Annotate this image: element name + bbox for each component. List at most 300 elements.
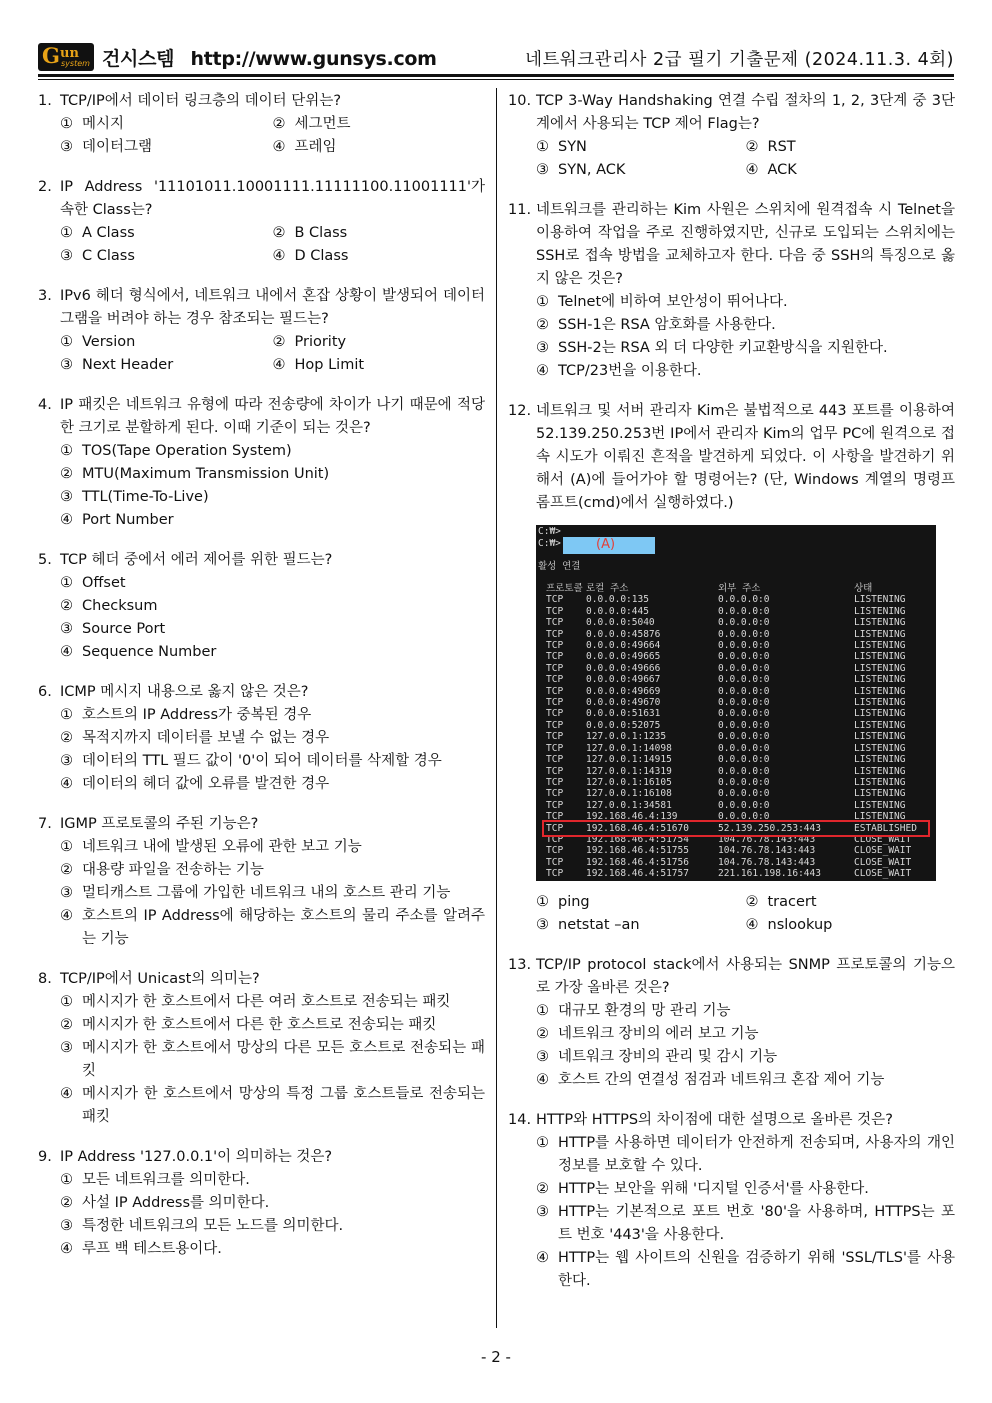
logo-letters-un: un bbox=[60, 46, 79, 61]
option-row bbox=[60, 440, 485, 463]
cmd-prompt-2: C:₩> bbox=[538, 538, 561, 549]
company-name: 건시스템 bbox=[102, 48, 175, 70]
connection-cell: 0.0.0.0:0 bbox=[718, 776, 770, 788]
question-item bbox=[38, 394, 485, 532]
option-number: ① bbox=[60, 116, 73, 132]
option-row bbox=[60, 727, 485, 750]
connection-cell: 127.0.0.1:1235 bbox=[586, 731, 667, 743]
connection-cell: 0.0.0.0:0 bbox=[718, 674, 770, 686]
option-text: 호스트의 IP Address에 해당하는 호스트의 물리 주소를 알려주는 기능 bbox=[82, 908, 485, 947]
connection-cell: 0.0.0.0:0 bbox=[718, 662, 770, 674]
connection-cell: TCP bbox=[546, 776, 564, 788]
page-header bbox=[38, 40, 954, 76]
question-stem bbox=[38, 176, 485, 222]
answer-option[interactable] bbox=[60, 882, 450, 905]
option-number: ② bbox=[272, 225, 286, 241]
connection-cell: LISTENING bbox=[854, 594, 906, 606]
option-row bbox=[60, 836, 485, 859]
answer-option[interactable] bbox=[60, 113, 273, 136]
option-text: 데이터그램 bbox=[82, 139, 153, 155]
option-text: 네트워크 내에 발생된 오류에 관한 보고 기능 bbox=[82, 839, 362, 855]
option-number: ② bbox=[536, 1026, 549, 1042]
option-number: ② bbox=[536, 1181, 549, 1197]
answer-option[interactable] bbox=[536, 1201, 955, 1247]
option-text: TTL(Time-To-Live) bbox=[82, 489, 209, 505]
answer-option[interactable] bbox=[60, 991, 450, 1014]
question-item bbox=[38, 176, 485, 268]
exam-title: 네트워크관리사 2급 필기 기출문제 (2024.11.3. 4회) bbox=[525, 50, 954, 70]
logo-letter-g: G bbox=[42, 43, 60, 68]
option-text: TCP/23번을 이용한다. bbox=[558, 363, 702, 379]
option-number: ② bbox=[60, 730, 73, 746]
answer-options bbox=[508, 291, 955, 383]
answer-option[interactable] bbox=[273, 354, 486, 377]
answer-options bbox=[38, 113, 485, 159]
option-text: Offset bbox=[82, 575, 126, 591]
answer-option[interactable] bbox=[60, 905, 485, 951]
connection-cell: TCP bbox=[546, 822, 564, 834]
question-text: TCP 3-Way Handshaking 연결 수립 절차의 1, 2, 3단계 중 3단계에서 사용되는 TCP 제어 Flag는? bbox=[536, 93, 955, 132]
connection-row bbox=[546, 777, 917, 788]
option-number: ④ bbox=[60, 1086, 73, 1102]
question-text: IGMP 프로토콜의 주된 기능은? bbox=[60, 816, 259, 832]
connection-cell: 104.76.78.143:443 bbox=[718, 833, 816, 845]
connection-cell: TCP bbox=[546, 742, 564, 754]
option-row bbox=[536, 914, 955, 937]
option-number: ③ bbox=[60, 248, 73, 264]
connection-cell: 192.168.46.4:51757 bbox=[586, 868, 689, 880]
question-number: 14. bbox=[508, 1112, 532, 1128]
connection-cell: 192.168.46.4:139 bbox=[586, 811, 678, 823]
answer-options bbox=[38, 572, 485, 664]
answer-options bbox=[508, 1000, 955, 1092]
answer-options bbox=[508, 136, 955, 182]
answer-option[interactable] bbox=[60, 136, 273, 159]
answer-option[interactable] bbox=[536, 1069, 884, 1092]
connection-cell: TCP bbox=[546, 799, 564, 811]
connection-row bbox=[546, 800, 917, 811]
connection-cell: 104.76.78.143:443 bbox=[718, 856, 816, 868]
connection-cell: LISTENING bbox=[854, 617, 906, 629]
question-number: 3. bbox=[38, 288, 52, 304]
question-number: 9. bbox=[38, 1149, 52, 1165]
connection-cell: TCP bbox=[546, 605, 564, 617]
answer-option[interactable] bbox=[536, 1046, 777, 1069]
answer-option[interactable] bbox=[536, 314, 776, 337]
option-text: Sequence Number bbox=[82, 644, 217, 660]
question-stem bbox=[38, 1146, 485, 1169]
connection-cell: TCP bbox=[546, 651, 564, 663]
answer-option[interactable] bbox=[60, 1014, 436, 1037]
connection-cell: 0.0.0.0:49664 bbox=[586, 640, 661, 652]
question-number: 4. bbox=[38, 397, 52, 413]
option-row bbox=[60, 331, 485, 354]
answer-options bbox=[38, 440, 485, 532]
question-stem bbox=[38, 813, 485, 836]
option-text: HTTP는 기본적으로 포트 번호 '80'을 사용하며, HTTPS는 포트 번호 '443'을 사용한다. bbox=[558, 1204, 955, 1243]
connection-cell: 0.0.0.0:52075 bbox=[586, 719, 661, 731]
answer-options bbox=[38, 704, 485, 796]
option-text: 목적지까지 데이터를 보낼 수 없는 경우 bbox=[82, 730, 330, 746]
connection-cell: TCP bbox=[546, 674, 564, 686]
connection-cell: TCP bbox=[546, 662, 564, 674]
answer-option[interactable] bbox=[536, 291, 788, 314]
option-row bbox=[60, 750, 485, 773]
established-highlight-box bbox=[542, 820, 930, 837]
option-number: ④ bbox=[60, 644, 73, 660]
option-text: HTTP는 웹 사이트의 신원을 검증하기 위해 'SSL/TLS'를 사용한다. bbox=[558, 1250, 955, 1289]
option-row bbox=[60, 773, 485, 796]
question-item bbox=[508, 400, 955, 937]
header-rule-thin bbox=[38, 79, 954, 80]
answer-option[interactable] bbox=[536, 1178, 869, 1201]
option-text: 네트워크 장비의 에러 보고 기능 bbox=[558, 1026, 759, 1042]
connection-cell: 0.0.0.0:49665 bbox=[586, 651, 661, 663]
column-header: 상태 bbox=[854, 583, 873, 594]
question-stem bbox=[508, 954, 955, 1000]
question-item bbox=[38, 549, 485, 664]
connection-cell: TCP bbox=[546, 617, 564, 629]
option-number: ③ bbox=[536, 1204, 549, 1220]
connection-cell: 127.0.0.1:14915 bbox=[586, 754, 672, 766]
question-item bbox=[38, 968, 485, 1129]
answer-option[interactable] bbox=[60, 509, 174, 532]
question-number: 6. bbox=[38, 684, 52, 700]
connection-cell: 0.0.0.0:0 bbox=[718, 799, 770, 811]
connection-cell: 0.0.0.0:49666 bbox=[586, 662, 661, 674]
option-number: ④ bbox=[60, 1241, 73, 1257]
answer-option[interactable] bbox=[60, 727, 329, 750]
option-text: Next Header bbox=[82, 357, 174, 373]
option-text: Hop Limit bbox=[294, 357, 365, 373]
connection-cell: 0.0.0.0:0 bbox=[718, 742, 770, 754]
option-row bbox=[60, 1215, 485, 1238]
column-header: 외부 주소 bbox=[718, 583, 761, 594]
connection-cell: LISTENING bbox=[854, 765, 906, 777]
connection-cell: 127.0.0.1:16105 bbox=[586, 776, 672, 788]
option-number: ① bbox=[60, 994, 73, 1010]
option-number: ② bbox=[272, 116, 286, 132]
connection-cell: TCP bbox=[546, 868, 564, 880]
connection-cell: 0.0.0.0:0 bbox=[718, 731, 770, 743]
answer-option[interactable] bbox=[60, 354, 273, 377]
answer-option[interactable] bbox=[273, 331, 486, 354]
connection-cell: LISTENING bbox=[854, 811, 906, 823]
option-number: ③ bbox=[60, 885, 73, 901]
answer-option[interactable] bbox=[746, 136, 956, 159]
option-number: ① bbox=[536, 1135, 549, 1151]
question-item bbox=[38, 1146, 485, 1261]
answer-option[interactable] bbox=[536, 1132, 955, 1178]
answer-option[interactable] bbox=[60, 641, 216, 664]
answer-option[interactable] bbox=[536, 914, 746, 937]
answer-option[interactable] bbox=[273, 113, 486, 136]
option-number: ③ bbox=[60, 357, 73, 373]
option-text: 데이터의 TTL 필드 값이 '0'이 되어 데이터를 삭제할 경우 bbox=[82, 753, 442, 769]
option-row bbox=[60, 136, 485, 159]
connection-cell: 192.168.46.4:51754 bbox=[586, 833, 689, 845]
answer-option[interactable] bbox=[60, 618, 165, 641]
answer-option[interactable] bbox=[273, 136, 486, 159]
question-number: 7. bbox=[38, 816, 52, 832]
option-row bbox=[60, 509, 485, 532]
option-number: ③ bbox=[536, 917, 549, 933]
answer-option[interactable] bbox=[273, 222, 486, 245]
connection-cell: 0.0.0.0:0 bbox=[718, 697, 770, 709]
connection-cell: CLOSE_WAIT bbox=[854, 868, 912, 880]
answer-option[interactable] bbox=[536, 1023, 759, 1046]
answer-option[interactable] bbox=[60, 463, 329, 486]
question-text: 네트워크를 관리하는 Kim 사원은 스위치에 원격접속 시 Telnet을 이용하여 작업을 주로 진행하였지만, 신규로 도입되는 스위치에는 SSH로 접속 방법을 교체하고자 한다. 다음 중 SSH의 특징으로 옳지 않은 것은? bbox=[536, 202, 955, 287]
connection-cell: CLOSE_WAIT bbox=[854, 845, 912, 857]
option-text: ping bbox=[558, 894, 590, 910]
cmd-prompt-1: C:₩> bbox=[538, 526, 561, 537]
option-number: ① bbox=[60, 839, 73, 855]
answer-option[interactable] bbox=[536, 337, 888, 360]
answer-option[interactable] bbox=[60, 486, 209, 509]
connection-cell: 0.0.0.0:49669 bbox=[586, 685, 661, 697]
answer-options bbox=[38, 331, 485, 377]
connection-cell: LISTENING bbox=[854, 719, 906, 731]
option-row bbox=[60, 1083, 485, 1129]
option-number: ② bbox=[60, 862, 73, 878]
connection-cell: LISTENING bbox=[854, 708, 906, 720]
connection-cell: 0.0.0.0:51631 bbox=[586, 708, 661, 720]
answer-option[interactable] bbox=[60, 1169, 250, 1192]
option-row bbox=[536, 1247, 955, 1293]
answer-option[interactable] bbox=[746, 914, 956, 937]
answer-option[interactable] bbox=[60, 859, 264, 882]
connection-cell: 192.168.46.4:51756 bbox=[586, 856, 689, 868]
connection-cell: 127.0.0.1:34581 bbox=[586, 799, 672, 811]
answer-option[interactable] bbox=[60, 836, 362, 859]
answer-option[interactable] bbox=[746, 159, 956, 182]
question-stem bbox=[508, 1109, 955, 1132]
connection-cell: TCP bbox=[546, 833, 564, 845]
connection-row bbox=[546, 708, 917, 719]
connection-row bbox=[546, 686, 917, 697]
connection-row bbox=[546, 663, 917, 674]
connection-cell: TCP bbox=[546, 788, 564, 800]
question-stem bbox=[508, 90, 955, 136]
option-number: ④ bbox=[745, 162, 759, 178]
option-row bbox=[60, 1037, 485, 1083]
option-text: Source Port bbox=[82, 621, 166, 637]
connection-cell: LISTENING bbox=[854, 799, 906, 811]
option-text: 세그먼트 bbox=[294, 116, 351, 132]
connection-cell: LISTENING bbox=[854, 731, 906, 743]
answer-option[interactable] bbox=[536, 891, 746, 914]
connection-cell: LISTENING bbox=[854, 605, 906, 617]
option-text: TOS(Tape Operation System) bbox=[82, 443, 292, 459]
left-column bbox=[38, 90, 485, 1278]
option-text: 호스트의 IP Address가 중복된 경우 bbox=[82, 707, 312, 723]
option-row bbox=[60, 354, 485, 377]
option-number: ② bbox=[60, 466, 73, 482]
option-text: 네트워크 장비의 관리 및 감시 기능 bbox=[558, 1049, 778, 1065]
option-row bbox=[536, 1023, 955, 1046]
answer-option[interactable] bbox=[536, 1247, 955, 1293]
question-number: 10. bbox=[508, 93, 532, 109]
answer-option[interactable] bbox=[60, 1037, 485, 1083]
question-number: 1. bbox=[38, 93, 52, 109]
option-text: SSH-2는 RSA 외 더 다양한 키교환방식을 지원한다. bbox=[558, 340, 888, 356]
answer-option[interactable] bbox=[536, 360, 701, 383]
answer-option[interactable] bbox=[60, 572, 126, 595]
answer-option[interactable] bbox=[746, 891, 956, 914]
option-text: 호스트 간의 연결성 점검과 네트워크 혼잡 제어 기능 bbox=[558, 1072, 885, 1088]
question-number: 2. bbox=[38, 179, 52, 195]
answer-option[interactable] bbox=[60, 773, 329, 796]
option-number: ④ bbox=[272, 139, 286, 155]
option-number: ② bbox=[745, 894, 759, 910]
page-number: - 2 - bbox=[481, 1348, 511, 1366]
answer-option[interactable] bbox=[60, 1192, 269, 1215]
option-text: HTTP를 사용하면 데이터가 안전하게 전송되며, 사용자의 개인 정보를 보호할 수 있다. bbox=[558, 1135, 955, 1174]
option-row bbox=[60, 486, 485, 509]
option-number: ① bbox=[60, 443, 73, 459]
connection-cell: TCP bbox=[546, 754, 564, 766]
question-number: 8. bbox=[38, 971, 52, 987]
answer-option[interactable] bbox=[60, 1083, 485, 1129]
option-row bbox=[60, 641, 485, 664]
connection-cell: TCP bbox=[546, 685, 564, 697]
option-number: ① bbox=[536, 894, 549, 910]
connection-row bbox=[546, 754, 917, 765]
answer-option[interactable] bbox=[536, 159, 746, 182]
question-text: IPv6 헤더 형식에서, 네트워크 내에서 혼잡 상황이 발생되어 데이터그램을 버려야 하는 경우 참조되는 필드는? bbox=[60, 288, 485, 327]
option-row bbox=[536, 360, 955, 383]
option-row bbox=[60, 882, 485, 905]
option-text: 대용량 파일을 전송하는 기능 bbox=[82, 862, 264, 878]
option-number: ① bbox=[536, 139, 549, 155]
answer-option[interactable] bbox=[60, 440, 292, 463]
connection-row bbox=[546, 651, 917, 662]
connection-cell: 0.0.0.0:49670 bbox=[586, 697, 661, 709]
connection-cell: 127.0.0.1:14098 bbox=[586, 742, 672, 754]
option-row bbox=[60, 595, 485, 618]
option-row bbox=[60, 905, 485, 951]
option-number: ③ bbox=[536, 340, 549, 356]
question-text: TCP/IP protocol stack에서 사용되는 SNMP 프로토콜의 기능으로 가장 올바른 것은? bbox=[536, 957, 955, 996]
option-row bbox=[60, 572, 485, 595]
answer-option[interactable] bbox=[60, 704, 311, 727]
answer-options bbox=[508, 1132, 955, 1293]
answer-option[interactable] bbox=[273, 245, 486, 268]
answer-option[interactable] bbox=[60, 331, 273, 354]
company-url[interactable]: http://www.gunsys.com bbox=[190, 48, 437, 70]
connection-cell: TCP bbox=[546, 856, 564, 868]
connection-cell: TCP bbox=[546, 697, 564, 709]
connection-row bbox=[546, 674, 917, 685]
option-row bbox=[536, 1201, 955, 1247]
option-number: ② bbox=[60, 598, 73, 614]
option-text: Telnet에 비하여 보안성이 뛰어나다. bbox=[558, 294, 788, 310]
question-stem bbox=[38, 90, 485, 113]
option-text: Port Number bbox=[82, 512, 174, 528]
option-row bbox=[536, 1000, 955, 1023]
answer-option[interactable] bbox=[60, 245, 273, 268]
option-number: ③ bbox=[60, 1218, 73, 1234]
option-row bbox=[536, 291, 955, 314]
blank-label-a: (A) bbox=[596, 537, 616, 552]
active-connections-heading: 활성 연결 bbox=[538, 561, 581, 572]
option-row bbox=[536, 337, 955, 360]
option-number: ③ bbox=[60, 139, 73, 155]
brand bbox=[102, 44, 437, 71]
option-text: 메시지 bbox=[82, 116, 125, 132]
question-stem bbox=[38, 681, 485, 704]
option-row bbox=[60, 859, 485, 882]
option-row bbox=[60, 113, 485, 136]
option-row bbox=[60, 991, 485, 1014]
connection-cell: TCP bbox=[546, 731, 564, 743]
option-text: D Class bbox=[294, 248, 349, 264]
option-text: MTU(Maximum Transmission Unit) bbox=[82, 466, 330, 482]
answer-option[interactable] bbox=[60, 222, 273, 245]
connection-cell: LISTENING bbox=[854, 640, 906, 652]
option-number: ④ bbox=[272, 357, 286, 373]
option-text: 메시지가 한 호스트에서 망상의 특정 그룹 호스트들로 전송되는 패킷 bbox=[82, 1086, 485, 1125]
question-text: TCP 헤더 중에서 에러 제어를 위한 필드는? bbox=[60, 552, 333, 568]
option-text: 메시지가 한 호스트에서 다른 한 호스트로 전송되는 패킷 bbox=[82, 1017, 437, 1033]
answer-option[interactable] bbox=[60, 750, 442, 773]
option-text: nslookup bbox=[767, 917, 833, 933]
option-number: ④ bbox=[536, 363, 549, 379]
option-number: ② bbox=[272, 334, 286, 350]
column-header: 프로토콜 bbox=[546, 583, 583, 594]
answer-option[interactable] bbox=[536, 136, 746, 159]
option-text: 데이터의 헤더 값에 오류를 발견한 경우 bbox=[82, 776, 330, 792]
option-number: ③ bbox=[536, 162, 549, 178]
answer-options bbox=[38, 1169, 485, 1261]
column-header: 로컬 주소 bbox=[586, 583, 629, 594]
option-row bbox=[536, 136, 955, 159]
answer-option[interactable] bbox=[60, 595, 157, 618]
connection-cell: 127.0.0.1:14319 bbox=[586, 765, 672, 777]
option-text: HTTP는 보안을 위해 '디지털 인증서'를 사용한다. bbox=[558, 1181, 869, 1197]
option-text: 메시지가 한 호스트에서 망상의 다른 모든 호스트로 전송되는 패킷 bbox=[82, 1040, 485, 1079]
connection-row bbox=[546, 766, 917, 777]
question-stem bbox=[508, 400, 955, 515]
option-text: Version bbox=[82, 334, 136, 350]
question-item bbox=[508, 90, 955, 182]
connection-cell: 0.0.0.0:0 bbox=[718, 708, 770, 720]
gunsys-logo bbox=[38, 43, 94, 71]
connection-cell: 0.0.0.0:0 bbox=[718, 754, 770, 766]
question-number: 12. bbox=[508, 403, 532, 419]
answer-option[interactable] bbox=[60, 1238, 222, 1261]
connection-cell: LISTENING bbox=[854, 742, 906, 754]
question-text: IP Address '11101011.10001111.11111100.11001111'가 속한 Class는? bbox=[60, 179, 485, 218]
question-stem bbox=[508, 199, 955, 291]
connection-cell: 0.0.0.0:0 bbox=[718, 640, 770, 652]
answer-options bbox=[508, 891, 955, 937]
connection-cell: TCP bbox=[546, 594, 564, 606]
question-number: 11. bbox=[508, 202, 532, 218]
option-text: tracert bbox=[767, 894, 817, 910]
connection-cell: 0.0.0.0:0 bbox=[718, 605, 770, 617]
option-number: ① bbox=[536, 1003, 549, 1019]
connection-cell: 0.0.0.0:0 bbox=[718, 594, 770, 606]
connection-row bbox=[546, 617, 917, 628]
column-divider bbox=[496, 88, 497, 1328]
connection-cell: TCP bbox=[546, 708, 564, 720]
option-number: ③ bbox=[60, 621, 73, 637]
connection-cell: 0.0.0.0:0 bbox=[718, 788, 770, 800]
answer-option[interactable] bbox=[536, 1000, 731, 1023]
answer-option[interactable] bbox=[60, 1215, 343, 1238]
